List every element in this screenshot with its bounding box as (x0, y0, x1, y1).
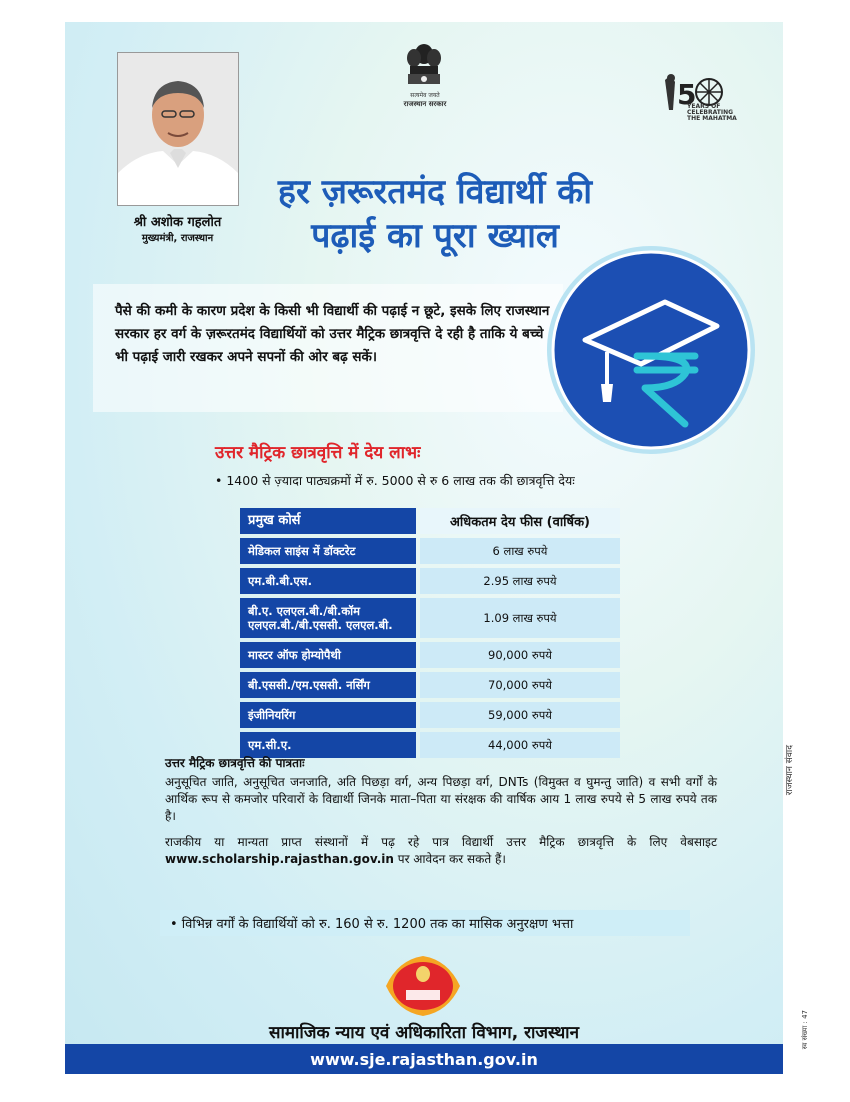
department-seal-icon (378, 952, 468, 1020)
ashoka-emblem-icon (400, 40, 448, 92)
fee-cell: 6 लाख रुपये (420, 538, 620, 564)
course-cell-line: बी.ए. एलएल.बी./बी.कॉम (248, 604, 361, 618)
course-cell: मेडिकल साइंस में डॉक्टरेट (240, 538, 416, 564)
svg-text:5: 5 (677, 78, 697, 111)
side-code: स्व संख्या : 47 (801, 1010, 809, 1050)
department-name: सामाजिक न्याय एवं अधिकारिता विभाग, राजस्थान (268, 1023, 580, 1043)
gandhi-caption-line: THE MAHATMA (687, 115, 737, 122)
apply-prefix: राजकीय या मान्यता प्राप्त संस्थानों में पढ़ रहे पात्र विद्यार्थी उत्तर मैट्रिक छात्रवृत्ति के लिए वेबसाइट (165, 835, 717, 849)
emblem-motto: सत्यमेव जयते (410, 92, 440, 99)
course-cell: मास्टर ऑफ होम्योपैथी (240, 642, 416, 668)
cm-name: श्री अशोक गहलोत (133, 215, 222, 230)
course-cell-line: एलएल.बी./बी.एससी. एलएल.बी. (248, 618, 393, 632)
allowance-box: • विभिन्न वर्गों के विद्यार्थियों को रु. 160 से रु. 1200 तक का मासिक अनुरक्षण भत्ता (160, 910, 690, 936)
emblem-caption (390, 92, 460, 108)
poster (65, 22, 783, 1074)
course-cell: एम.सी.ए. (240, 732, 416, 758)
table-row (240, 538, 620, 564)
course-cell: बी.एससी./एम.एससी. नर्सिंग (240, 672, 416, 698)
table-row (240, 702, 620, 728)
emblem-govt: राजस्थान सरकार (403, 100, 447, 108)
table-row (240, 598, 620, 638)
fee-cell: 59,000 रुपये (420, 702, 620, 728)
eligibility-text: अनुसूचित जाति, अनुसूचित जनजाति, अति पिछड़ा वर्ग, अन्य पिछड़ा वर्ग, DNTs (विमुक्त व घुमन्तु जाति) व सभी वर्गों के आर्थिक रूप से कमजोर परिवारों के विद्यार्थी जिनके माता–पिता या संरक्षक की वार्षिक आय 1 लाख रुपये से 5 लाख रुपये तक है। (165, 775, 717, 823)
apply-suffix: पर आवेदन कर सकते हैं। (397, 852, 506, 866)
side-label: राजस्थान संवाद (785, 745, 795, 796)
table-row (240, 642, 620, 668)
fee-cell: 2.95 लाख रुपये (420, 568, 620, 594)
table-header-fee: अधिकतम देय फीस (वार्षिक) (420, 508, 620, 534)
gandhi-caption-line: CELEBRATING (687, 109, 734, 116)
course-cell: एम.बी.बी.एस. (240, 568, 416, 594)
scholarship-circle (545, 244, 757, 456)
gandhi-caption-line: YEARS OF (687, 103, 721, 110)
graduation-cap-rupee-icon (545, 244, 757, 456)
scholarship-url-link[interactable]: www.scholarship.rajasthan.gov.in (165, 852, 394, 866)
headline-line-2: पढ़ाई का पूरा ख्याल (311, 216, 559, 256)
department-logo (378, 952, 468, 1020)
benefits-title: उत्तर मैट्रिक छात्रवृत्ति में देय लाभः (215, 443, 421, 463)
fee-table (240, 508, 620, 762)
benefits-bullet: • 1400 से ज़्यादा पाठ्यक्रमों में रु. 5000 से रु 6 लाख तक की छात्रवृत्ति देयः (215, 473, 575, 488)
footer-url-link[interactable]: www.sje.rajasthan.gov.in (65, 1044, 783, 1074)
cm-title: मुख्यमंत्री, राजस्थान (141, 233, 214, 244)
eligibility-title: उत्तर मैट्रिक छात्रवृत्ति की पात्रताः (165, 756, 305, 770)
intro-text: पैसे की कमी के कारण प्रदेश के किसी भी विद्यार्थी की पढ़ाई न छूटे, इसके लिए राजस्थान सरकार हर वर्ग के ज़रूरतमंद विद्यार्थियों को उत्तर मैट्रिक छात्रवृत्ति दे रही है ताकि ये बच्चे भी पढ़ाई जारी रखकर अपने सपनों की ओर बढ़ सकें। (115, 303, 550, 365)
gandhi-caption (687, 104, 737, 122)
fee-cell: 1.09 लाख रुपये (420, 598, 620, 638)
fee-cell: 44,000 रुपये (420, 732, 620, 758)
table-header-course: प्रमुख कोर्स (240, 508, 416, 534)
table-row (240, 672, 620, 698)
course-cell (240, 598, 416, 638)
fee-cell: 90,000 रुपये (420, 642, 620, 668)
table-header-row (240, 508, 620, 534)
fee-cell: 70,000 रुपये (420, 672, 620, 698)
course-cell: इंजीनियरिंग (240, 702, 416, 728)
apply-text (165, 834, 717, 868)
headline-line-1: हर ज़रूरतमंद विद्यार्थी की (277, 172, 593, 212)
table-row (240, 568, 620, 594)
